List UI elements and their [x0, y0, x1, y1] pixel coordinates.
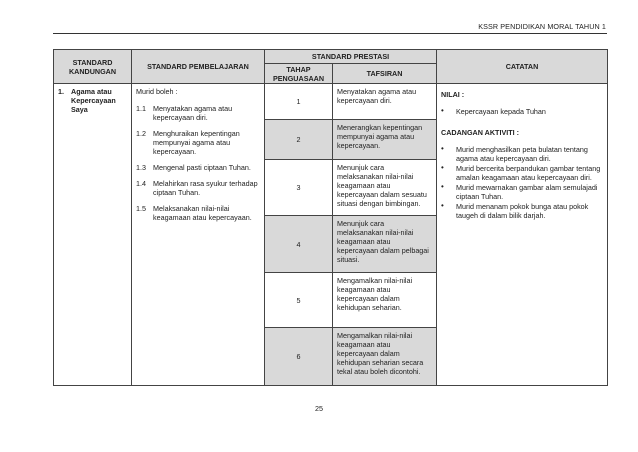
item-number: 1.4 [136, 179, 146, 188]
aktiviti-heading: CADANGAN AKTIVITI : [441, 128, 520, 137]
aktiviti-item: • Murid menanam pokok bunga atau pokok taugeh di dalam bilik darjah. [441, 201, 589, 220]
tafsiran-cell: Mengamalkan nilai-nilai keagamaan atau kepercayaan dalam kehidupan seharian. [333, 273, 437, 328]
header-standard-kandungan: STANDARD KANDUNGAN [54, 50, 132, 84]
tafsiran-cell: Mengamalkan nilai-nilai keagamaan atau kepercayaan dalam kehidupan seharian secara tekal atau boleh dicontohi. [333, 328, 437, 386]
tahap-cell: 5 [265, 273, 333, 328]
standard-kandungan-cell [54, 84, 132, 386]
tafsiran-cell: Menunjuk cara melaksanakan nilai-nilai keagamaan atau kepercayaan dalam pelbagai situasi. [333, 216, 437, 273]
nilai-item: • Kepercayaan kepada Tuhan [441, 106, 546, 116]
item-text: Melaksanakan nilai-nilai keagamaan atau kepercayaan. [153, 204, 252, 222]
header-standard-prestasi: STANDARD PRESTASI [265, 50, 437, 64]
tahap-cell: 3 [265, 160, 333, 216]
header-standard-pembelajaran: STANDARD PEMBELAJARAN [132, 50, 265, 84]
aktiviti-item: • Murid menghasilkan peta bulatan tentang agama atau kepercayaan diri. [441, 144, 588, 163]
header-tafsiran: TAFSIRAN [333, 64, 437, 84]
pembelajaran-list [136, 104, 260, 222]
bullet-icon: • [441, 106, 444, 115]
bullet-icon: • [441, 182, 444, 191]
tafsiran-cell: Menunjuk cara melaksanakan nilai-nilai keagamaan atau kepercayaan dalam sesuatu situasi dengan bimbingan. [333, 160, 437, 216]
bullet-icon: • [441, 144, 444, 153]
item-number: 1.1 [136, 104, 146, 113]
standards-table [53, 49, 608, 386]
tafsiran-cell: Menerangkan kepentingan mempunyai agama atau kepercayaan. [333, 120, 437, 160]
item-text: Melahirkan rasa syukur terhadap ciptaan Tuhan. [153, 179, 258, 197]
tahap-cell: 2 [265, 120, 333, 160]
nilai-heading: NILAI : [441, 90, 465, 99]
standard-kandungan-text: Agama atau Kepercayaan Saya [71, 87, 116, 114]
standard-pembelajaran-cell [132, 84, 265, 386]
item-text: Menyatakan agama atau kepercayaan diri. [153, 104, 233, 122]
pembelajaran-item [136, 163, 260, 172]
item-number: 1.5 [136, 204, 146, 213]
standard-kandungan-number: 1. [58, 87, 64, 96]
item-number: 1.3 [136, 163, 146, 172]
page-number: 25 [315, 404, 323, 413]
item-number: 1.2 [136, 129, 146, 138]
header-rule [53, 33, 607, 34]
tahap-cell: 6 [265, 328, 333, 386]
item-text: Mengenal pasti ciptaan Tuhan. [153, 163, 251, 172]
nilai-list [441, 107, 603, 116]
aktiviti-list [441, 145, 603, 220]
tahap-cell: 4 [265, 216, 333, 273]
catatan-cell [437, 84, 608, 386]
pembelajaran-item [136, 179, 260, 197]
bullet-icon: • [441, 163, 444, 172]
header-catatan: CATATAN [437, 50, 608, 84]
bullet-icon: • [441, 201, 444, 210]
header-tahap-penguasaan: TAHAP PENGUASAAN [265, 64, 333, 84]
aktiviti-item: • Murid mewarnakan gambar alam semulajadi ciptaan Tuhan. [441, 182, 598, 201]
document-header-title: KSSR PENDIDIKAN MORAL TAHUN 1 [478, 22, 606, 31]
item-text: Menghuraikan kepentingan mempunyai agama atau kepercayaan. [153, 129, 240, 156]
pembelajaran-intro: Murid boleh : [136, 87, 178, 96]
tafsiran-cell: Menyatakan agama atau kepercayaan diri. [333, 84, 437, 120]
pembelajaran-item [136, 129, 260, 156]
pembelajaran-item [136, 104, 260, 122]
aktiviti-item: • Murid bercerita berpandukan gambar tentang amalan keagamaan atau kepercayaan diri. [441, 163, 601, 182]
tahap-cell: 1 [265, 84, 333, 120]
pembelajaran-item [136, 204, 260, 222]
